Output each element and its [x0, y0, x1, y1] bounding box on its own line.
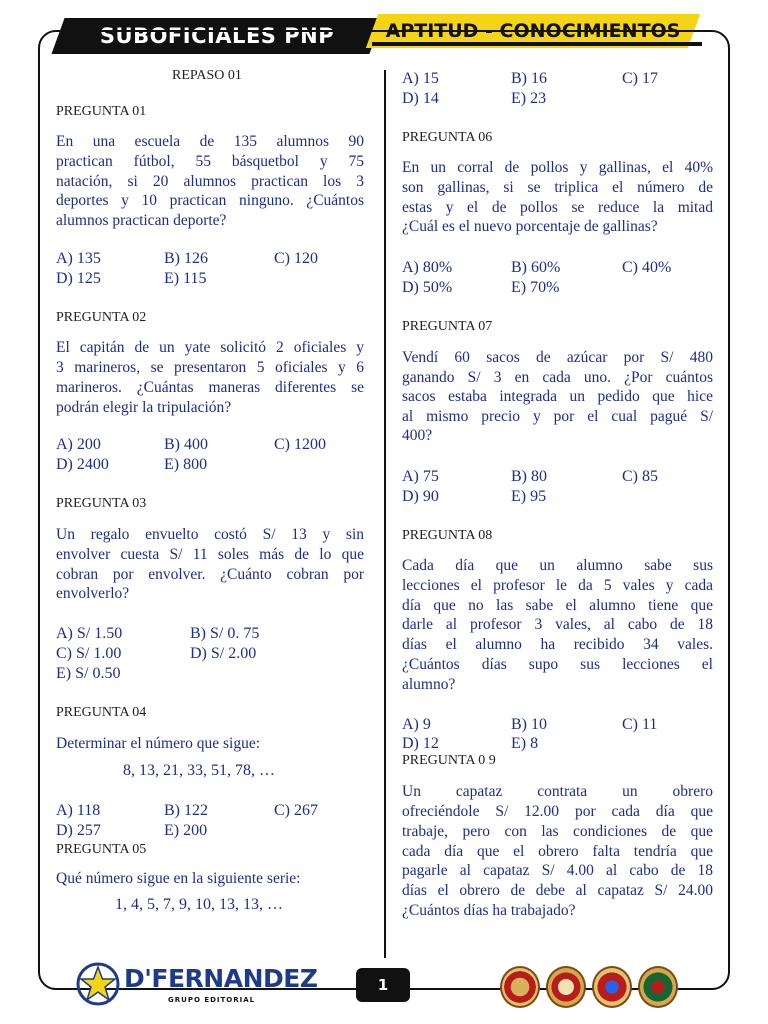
page-number: 1: [356, 968, 410, 1002]
question-07-option-b[interactable]: B) 80: [511, 468, 547, 485]
question-05-label: PREGUNTA 05: [56, 842, 147, 857]
question-04-option-e[interactable]: E) 200: [164, 822, 208, 839]
question-08-option-e[interactable]: E) 8: [511, 735, 539, 752]
question-03-option-d[interactable]: D) S/ 2.00: [190, 645, 257, 662]
question-02-text-line: 3 marineros, se presentaron 5 oficiales y 6: [56, 359, 364, 376]
question-06-text-line: En un corral de pollos y gallinas, el 40%: [402, 159, 713, 176]
question-07-option-c[interactable]: C) 85: [622, 468, 658, 485]
question-08-text-line: alumno?: [402, 676, 456, 693]
question-09-label: PREGUNTA 0 9: [402, 753, 496, 768]
header-right-title: APTITUD - CONOCIMIENTOS: [385, 20, 681, 42]
question-01-option-d[interactable]: D) 125: [56, 270, 101, 287]
question-03-option-b[interactable]: B) S/ 0. 75: [190, 625, 260, 642]
question-03-option-c[interactable]: C) S/ 1.00: [56, 645, 122, 662]
question-03-label: PREGUNTA 03: [56, 496, 147, 511]
question-07-label: PREGUNTA 07: [402, 319, 493, 334]
question-05-option-c[interactable]: C) 17: [622, 70, 658, 87]
question-06-option-e[interactable]: E) 70%: [511, 279, 560, 296]
question-08-text-line: darle al profesor 3 vales, al cabo de 18: [402, 616, 713, 633]
police-emblem-icon: [500, 966, 540, 1008]
question-04-option-c[interactable]: C) 267: [274, 802, 318, 819]
question-01-option-b[interactable]: B) 126: [164, 250, 208, 267]
question-02-text-line: El capitán de un yate solicitó 2 oficiales y: [56, 339, 364, 356]
question-09-text-line: trabaje, pero con las condiciones de que: [402, 823, 713, 840]
question-05-option-d[interactable]: D) 14: [402, 90, 439, 107]
question-09-text-line: pagarle al capataz S/ 4.00 al cabo de 18: [402, 862, 713, 879]
question-01-option-c[interactable]: C) 120: [274, 250, 318, 267]
question-03-text-line: envolverlo?: [56, 585, 130, 602]
question-06-text-line: son gallinas, si se triplica el número de: [402, 179, 713, 196]
question-04-option-d[interactable]: D) 257: [56, 822, 101, 839]
question-04-text-line: Determinar el número que sigue:: [56, 735, 261, 752]
question-08-text-line: Cada día que un alumno sabe sus: [402, 557, 713, 574]
question-05-sequence: 1, 4, 5, 7, 9, 10, 13, 13, …: [115, 896, 283, 913]
question-08-text-line: lecciones el profesor le da 5 vales y cada: [402, 577, 713, 594]
question-08-option-b[interactable]: B) 10: [511, 716, 547, 733]
school-emblem-icon: [546, 966, 586, 1008]
question-06-option-a[interactable]: A) 80%: [402, 259, 453, 276]
question-06-option-b[interactable]: B) 60%: [511, 259, 561, 276]
question-06-option-c[interactable]: C) 40%: [622, 259, 672, 276]
question-06-option-d[interactable]: D) 50%: [402, 279, 453, 296]
brand-subtitle: GRUPO EDITORIAL: [168, 996, 256, 1004]
question-03-text-line: envolver cuesta S/ 11 soles más de lo que: [56, 546, 364, 563]
brand-name: D'FERNANDEZ: [124, 964, 318, 993]
header-left-title: SUBOFICIALES PNP: [99, 24, 335, 48]
question-03-option-e[interactable]: E) S/ 0.50: [56, 665, 121, 682]
question-05-option-a[interactable]: A) 15: [402, 70, 439, 87]
question-01-option-e[interactable]: E) 115: [164, 270, 207, 287]
question-08-text-line: ¿Cuántos días supo sus lecciones el: [402, 656, 713, 673]
question-09-text-line: ¿Cuántos días ha trabajado?: [402, 902, 576, 919]
question-07-text-line: ganando S/ 3 en cada uno. ¿Por cuántos: [402, 369, 713, 386]
question-04-sequence: 8, 13, 21, 33, 51, 78, …: [123, 762, 275, 779]
institution-emblem-icon: [638, 966, 678, 1008]
star-logo-icon: [76, 962, 120, 1006]
question-04-option-b[interactable]: B) 122: [164, 802, 208, 819]
question-07-text-line: Vendí 60 sacos de azúcar por S/ 480: [402, 349, 713, 366]
question-07-text-line: sacos estaba integrada un pedido que hice: [402, 388, 713, 405]
question-07-option-e[interactable]: E) 95: [511, 488, 547, 505]
question-07-text-line: al mismo precio y por el cual pagué S/: [402, 408, 713, 425]
question-01-text-line: En una escuela de 135 alumnos 90: [56, 133, 364, 150]
question-08-option-d[interactable]: D) 12: [402, 735, 439, 752]
question-02-text-line: podrán elegir la tripulación?: [56, 399, 232, 416]
question-09-text-line: Un capataz contrata un obrero: [402, 783, 713, 800]
question-02-option-b[interactable]: B) 400: [164, 436, 208, 453]
question-08-option-c[interactable]: C) 11: [622, 716, 658, 733]
question-07-option-d[interactable]: D) 90: [402, 488, 439, 505]
question-01-label: PREGUNTA 01: [56, 104, 147, 119]
question-08-option-a[interactable]: A) 9: [402, 716, 431, 733]
section-title: REPASO 01: [172, 68, 242, 83]
question-04-label: PREGUNTA 04: [56, 705, 147, 720]
question-09-text-line: cada día que el obrero falta tendría que: [402, 843, 713, 860]
question-06-text-line: estas y el de pollos se reduce la mitad: [402, 199, 713, 216]
question-06-label: PREGUNTA 06: [402, 130, 493, 145]
question-01-option-a[interactable]: A) 135: [56, 250, 101, 267]
question-05-option-e[interactable]: E) 23: [511, 90, 547, 107]
question-03-option-a[interactable]: A) S/ 1.50: [56, 625, 123, 642]
question-02-text-line: marineros. ¿Cuántas maneras diferentes se: [56, 379, 364, 396]
question-03-text-line: cobran por envolver. ¿Cuánto cobran por: [56, 566, 364, 583]
question-04-option-a[interactable]: A) 118: [56, 802, 101, 819]
question-07-text-line: 400?: [402, 427, 433, 444]
question-05-text-line: Qué número sigue en la siguiente serie:: [56, 870, 301, 887]
question-08-text-line: día que no las sabe el alumno tiene que: [402, 597, 713, 614]
question-03-text-line: Un regalo envuelto costó S/ 13 y sin: [56, 526, 364, 543]
question-09-text-line: ofreciéndole S/ 12.00 por cada día que: [402, 803, 713, 820]
question-06-text-line: ¿Cuál es el nuevo porcentaje de gallinas?: [402, 218, 658, 235]
question-05-option-b[interactable]: B) 16: [511, 70, 547, 87]
question-01-text-line: natación, si 20 alumnos practican los 3: [56, 173, 364, 190]
question-02-option-e[interactable]: E) 800: [164, 456, 208, 473]
question-01-text-line: alumnos practican deporte?: [56, 212, 227, 229]
question-01-text-line: deportes y 10 practican ninguno. ¿Cuántos: [56, 192, 364, 209]
question-01-text-line: practican fútbol, 55 básquetbol y 75: [56, 153, 364, 170]
question-07-option-a[interactable]: A) 75: [402, 468, 439, 485]
question-08-text-line: días el alumno ha recibido 34 vales.: [402, 636, 713, 653]
army-emblem-icon: [592, 966, 632, 1008]
question-02-option-c[interactable]: C) 1200: [274, 436, 326, 453]
column-divider: [384, 70, 386, 958]
question-09-text-line: días el obrero de debe al capataz S/ 24.00: [402, 882, 713, 899]
question-08-label: PREGUNTA 08: [402, 528, 493, 543]
question-02-label: PREGUNTA 02: [56, 310, 147, 325]
question-02-option-d[interactable]: D) 2400: [56, 456, 109, 473]
question-02-option-a[interactable]: A) 200: [56, 436, 101, 453]
